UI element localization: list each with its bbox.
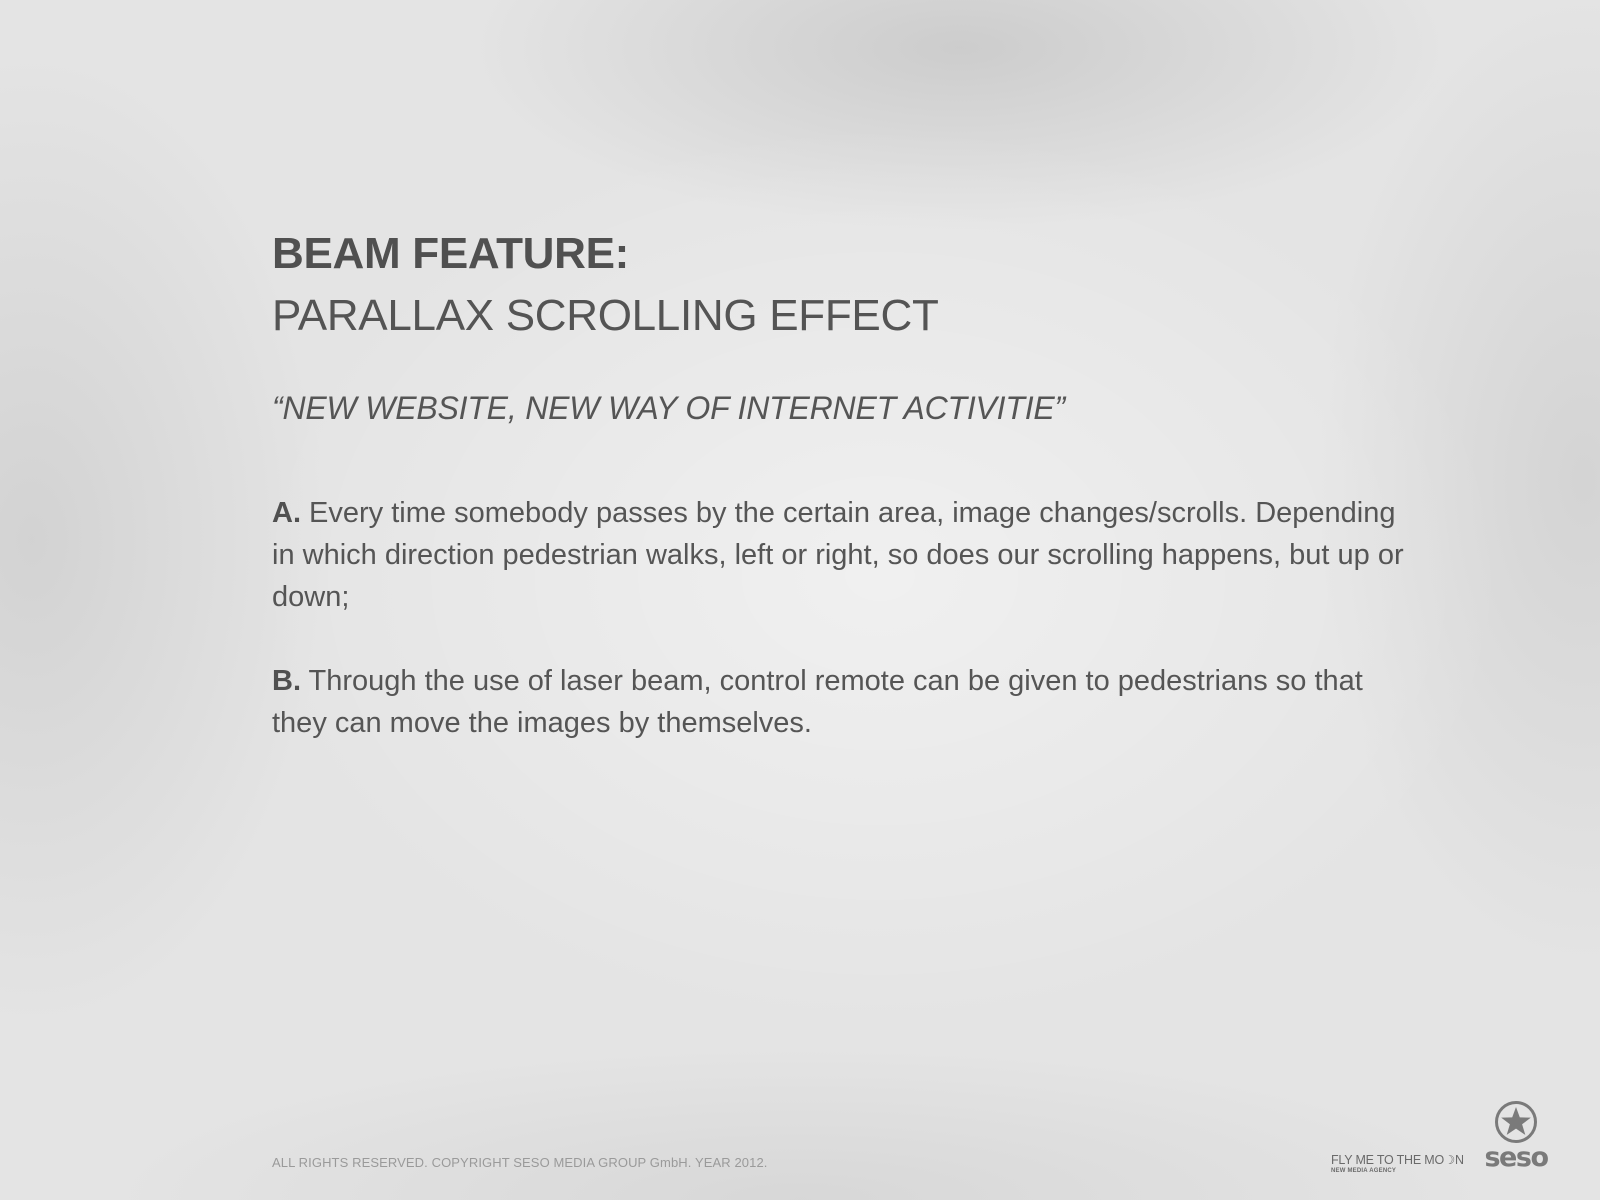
tagline-sub: NEW MEDIA AGENCY <box>1331 1168 1397 1174</box>
point-a-text: Every time somebody passes by the certain area, image changes/scrolls. Depending in which direction pedestrian walks, left or right, so does our scrolling happens, but up or down; <box>272 497 1404 613</box>
point-b-text: Through the use of laser beam, control remote can be given to pedestrians so that they can move the images by themselves. <box>272 665 1363 739</box>
footer-copyright: ALL RIGHTS RESERVED. COPYRIGHT SESO MEDIA GROUP GmbH. YEAR 2012. <box>272 1155 768 1170</box>
tagline-main: FLY ME TO THE MO☽N <box>1331 1153 1464 1167</box>
point-b-marker: B. <box>272 665 301 697</box>
point-b <box>272 660 1412 744</box>
star-in-circle-icon <box>1494 1100 1538 1144</box>
slide-content <box>272 228 1412 744</box>
slide-quote: “NEW WEBSITE, NEW WAY OF INTERNET ACTIVITIE” <box>272 390 1066 426</box>
brand-wordmark: seso <box>1484 1142 1548 1173</box>
point-a-marker: A. <box>272 497 301 529</box>
slide-title: BEAM FEATURE: <box>272 229 630 278</box>
slide-subtitle: PARALLAX SCROLLING EFFECT <box>272 291 939 340</box>
footer-tagline <box>1331 1153 1464 1175</box>
point-a <box>272 492 1412 618</box>
brand-logo <box>1478 1100 1554 1180</box>
